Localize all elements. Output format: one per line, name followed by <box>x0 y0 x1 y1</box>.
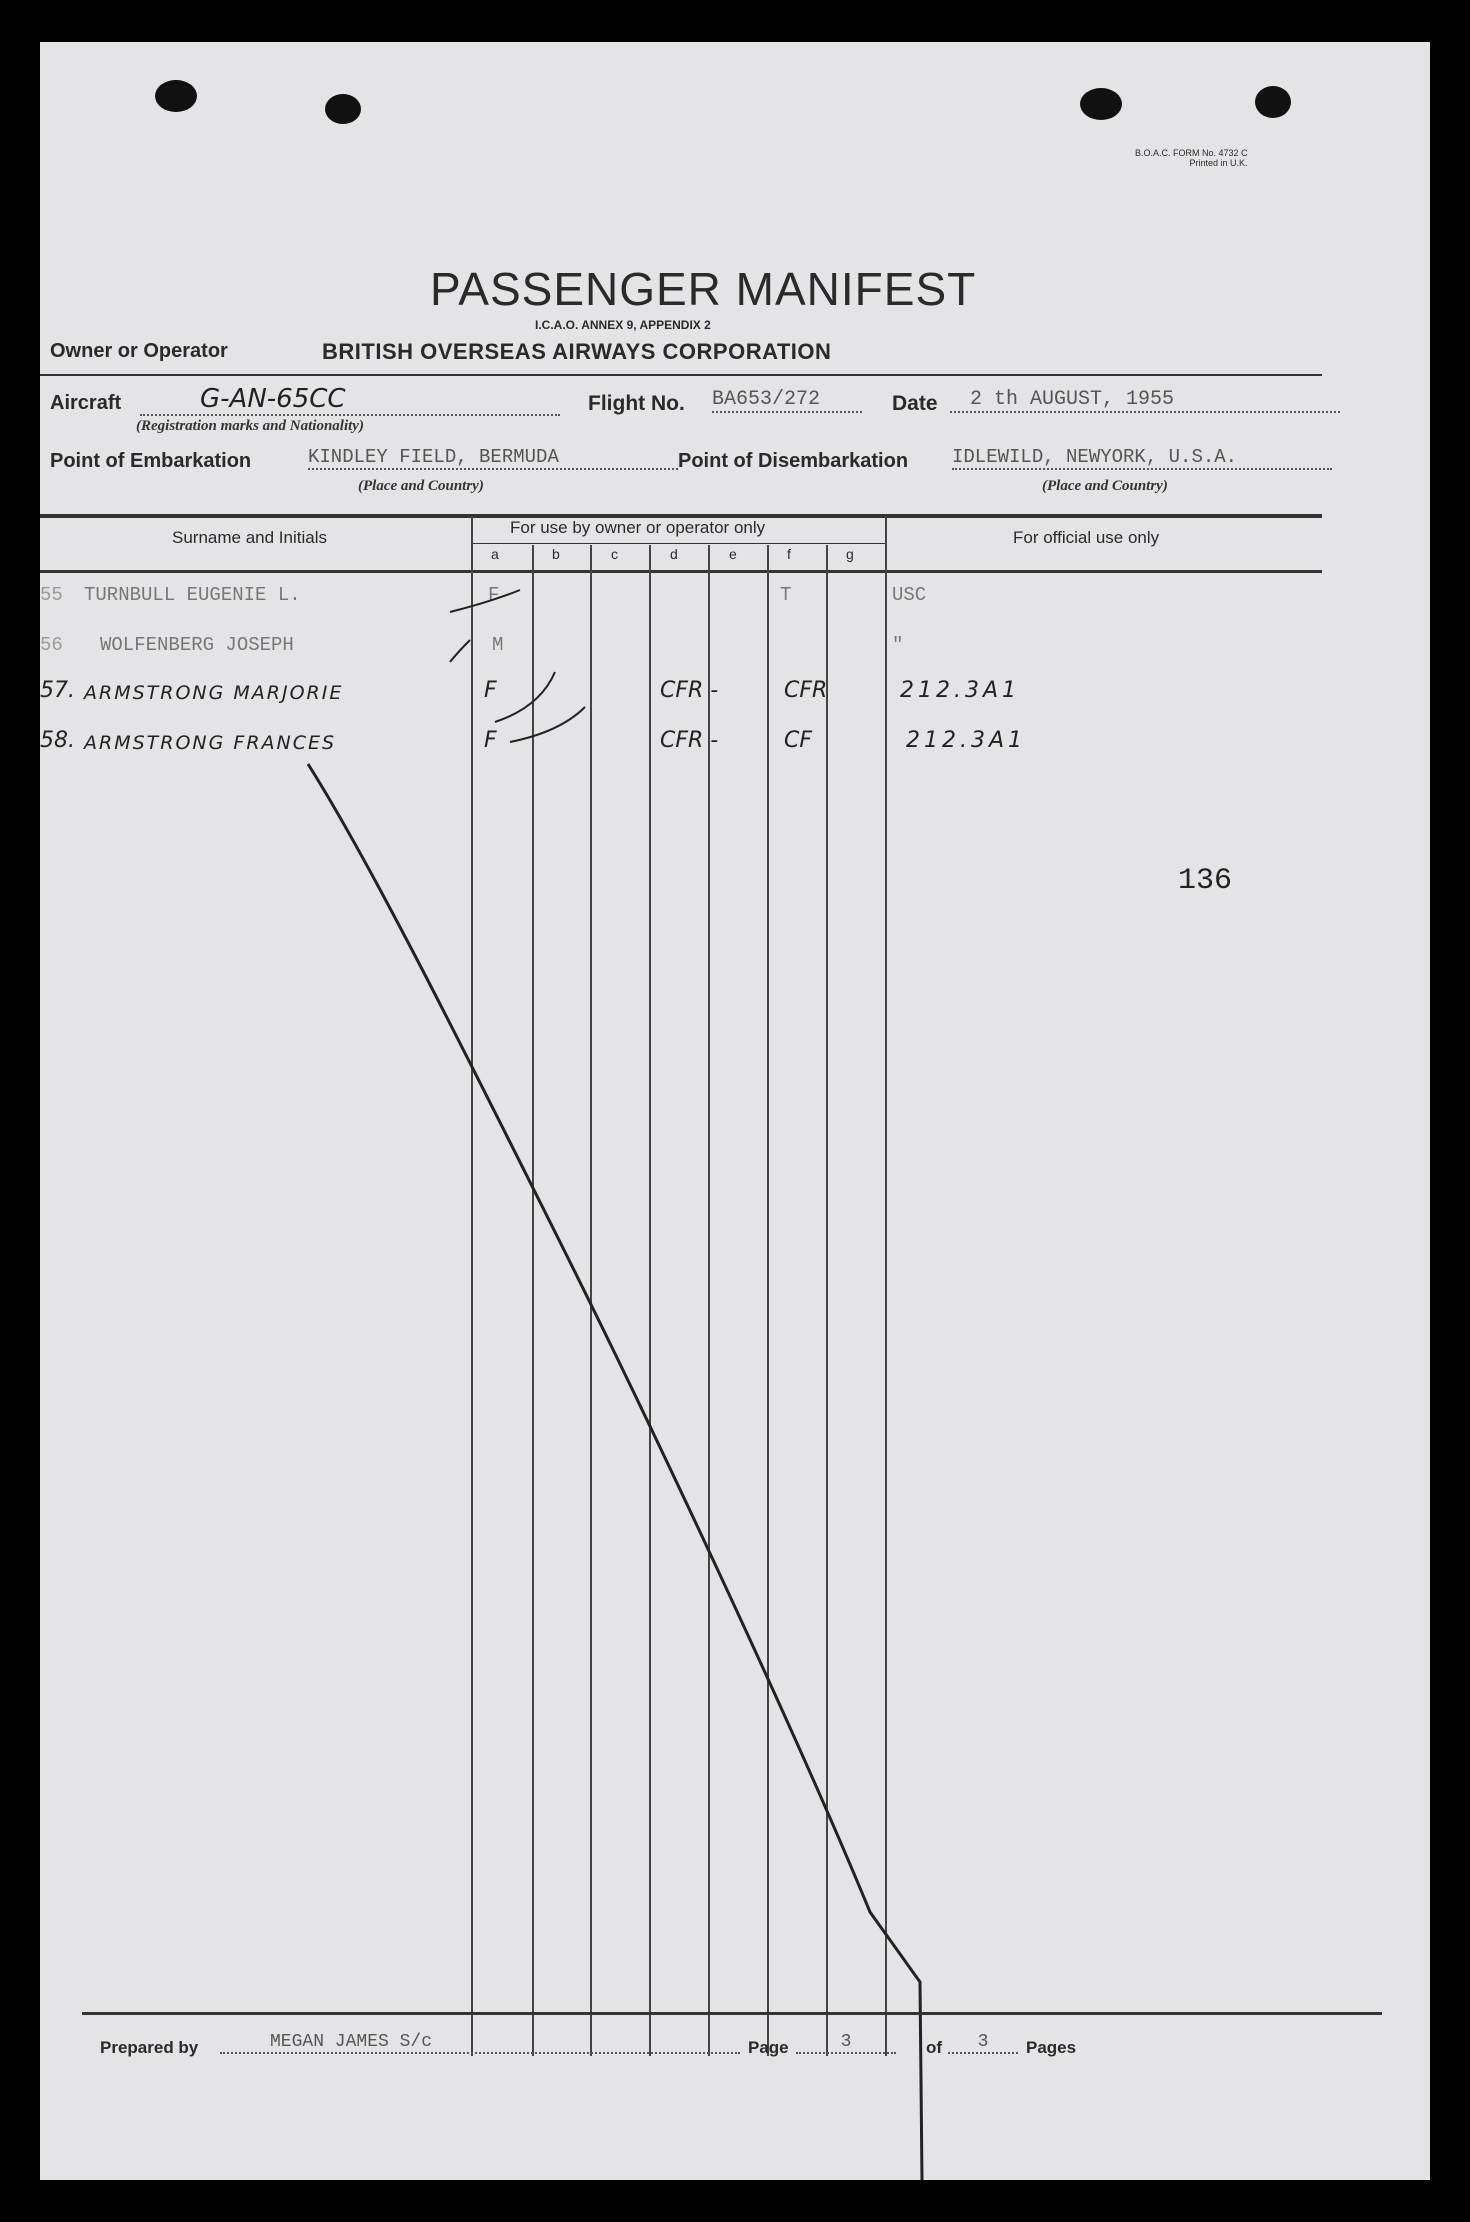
row-col-a: F <box>484 678 497 703</box>
page-value: 3 <box>796 2032 896 2054</box>
of-value: 3 <box>948 2032 1018 2054</box>
flight-label: Flight No. <box>588 392 685 415</box>
row-col-f: CF <box>784 728 813 753</box>
row-col-a: F <box>488 584 500 606</box>
owner-value: BRITISH OVERSEAS AIRWAYS CORPORATION <box>322 339 832 364</box>
sub-col-b: b <box>552 546 560 562</box>
sub-col-a: a <box>491 546 499 562</box>
sub-col-e: e <box>729 546 737 562</box>
row-official: " <box>892 634 904 656</box>
manifest-page <box>40 42 1430 2180</box>
pages-label: Pages <box>1026 2038 1077 2057</box>
col-surname-header: Surname and Initials <box>172 528 327 547</box>
embarkation-label: Point of Embarkation <box>50 450 252 472</box>
row-official: 212.3A1 <box>900 678 1021 703</box>
disembarkation-value: IDLEWILD, NEWYORK, U.S.A. <box>952 446 1332 470</box>
row-col-d: CFR - <box>660 728 719 753</box>
row-name: ARMSTRONG FRANCES <box>84 732 337 754</box>
embarkation-caption: (Place and Country) <box>358 478 484 494</box>
page-title: PASSENGER MANIFEST <box>430 263 977 315</box>
row-name: WOLFENBERG JOSEPH <box>100 634 294 656</box>
disembarkation-label: Point of Disembarkation <box>678 450 909 472</box>
disembarkation-caption: (Place and Country) <box>1042 478 1168 494</box>
handwritten-marks <box>40 42 1430 2180</box>
check-mark-4 <box>510 707 585 742</box>
check-mark-3 <box>495 672 555 722</box>
row-name: TURNBULL EUGENIE L. <box>84 584 301 606</box>
flight-value: BA653/272 <box>712 388 862 413</box>
check-mark-1 <box>450 590 520 612</box>
prepared-label: Prepared by <box>100 2038 199 2057</box>
sub-col-d: d <box>670 546 678 562</box>
owner-label: Owner or Operator <box>50 340 228 362</box>
footer-rule <box>82 2012 1382 2015</box>
row-col-f: CFR <box>784 678 828 703</box>
page-subtitle: I.C.A.O. ANNEX 9, APPENDIX 2 <box>535 318 711 332</box>
col-official-header: For official use only <box>1013 528 1160 547</box>
row-number: 56 <box>40 634 63 656</box>
row-col-a: F <box>484 728 497 753</box>
row-col-f: T <box>780 584 792 606</box>
check-mark-2 <box>450 640 470 662</box>
embarkation-value: KINDLEY FIELD, BERMUDA <box>308 446 678 470</box>
page-label: Page <box>748 2038 789 2057</box>
row-col-d: CFR - <box>660 678 719 703</box>
row-col-a: M <box>492 634 504 656</box>
row-number: 55 <box>40 584 63 606</box>
sub-col-f: f <box>787 546 791 562</box>
col-owner-group-header: For use by owner or operator only <box>510 518 766 537</box>
prepared-value: MEGAN JAMES S/c <box>220 2032 740 2054</box>
sub-col-g: g <box>846 546 854 562</box>
row-official: USC <box>892 584 927 606</box>
row-number: 57. <box>40 678 75 703</box>
diagonal-strike-line <box>308 764 922 2180</box>
row-name: ARMSTRONG MARJORIE <box>84 682 344 704</box>
date-label: Date <box>892 392 938 415</box>
aircraft-value: G-AN-65CC <box>140 384 560 416</box>
form-number: B.O.A.C. FORM No. 4732 C <box>1135 148 1248 158</box>
aircraft-label: Aircraft <box>50 392 122 414</box>
row-number: 58. <box>40 728 75 753</box>
printed-in: Printed in U.K. <box>1189 158 1248 168</box>
sub-col-c: c <box>611 546 618 562</box>
row-official: 212.3A1 <box>906 728 1027 753</box>
stamp-number: 136 <box>1178 864 1233 898</box>
date-value: 2 th AUGUST, 1955 <box>950 388 1340 413</box>
aircraft-caption: (Registration marks and Nationality) <box>136 418 364 434</box>
of-label: of <box>926 2038 943 2057</box>
